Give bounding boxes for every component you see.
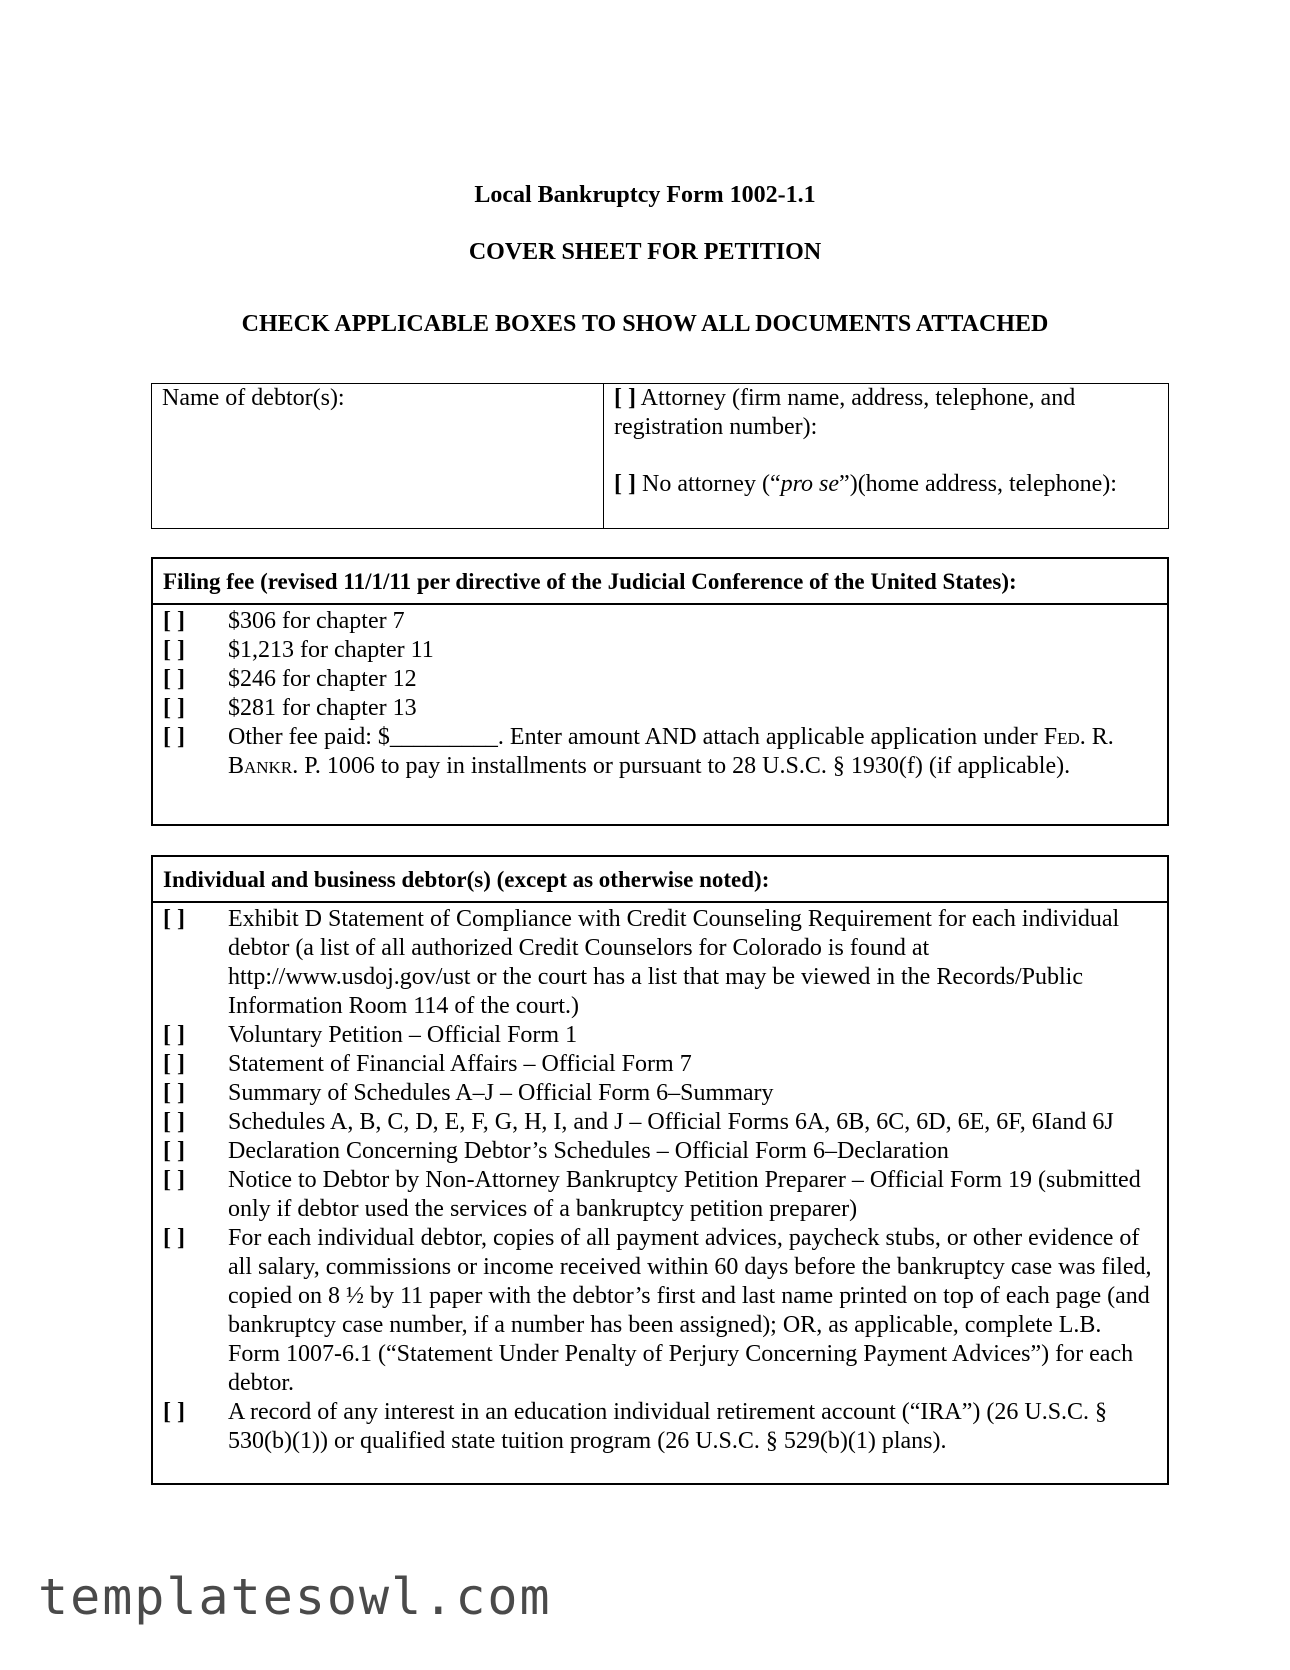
document-item [153,1166,1167,1224]
attorney-label: Attorney (firm name, address, telephone, and registration number): [614,385,1076,440]
fee-label: $306 for chapter 7 [228,608,405,634]
attorney-cell [604,384,1168,528]
fee-item [153,636,1167,665]
document-label: Schedules A, B, C, D, E, F, G, H, I, and J – Official Forms 6A, 6B, 6C, 6D, 6E, 6F, 6Iand 6J [228,1109,1114,1135]
document-label: Voluntary Petition – Official Form 1 [228,1022,578,1048]
fee-item [153,607,1167,636]
fee-checkbox[interactable]: [ ] [163,637,185,663]
other-fee-label: Other fee paid: $_________. Enter amount AND attach applicable application under Fed. R. Bankr. P. 1006 to pay in installments or pursuant to 28 U.S.C. § 1930(f) (if applicable). [228,724,1114,779]
document-label: Statement of Financial Affairs – Official Form 7 [228,1051,692,1077]
document-checkbox[interactable]: [ ] [163,1051,185,1077]
document-label: Summary of Schedules A–J – Official Form 6–Summary [228,1080,774,1106]
document-checkbox[interactable]: [ ] [163,1225,185,1251]
debtor-name-cell[interactable] [152,384,604,528]
document-checkbox[interactable]: [ ] [163,1022,185,1048]
debtor-info-box [151,383,1169,529]
fee-item [153,694,1167,723]
document-label: A record of any interest in an education individual retirement account (“IRA”) (26 U.S.C. § 530(b)(1)) or qualified state tuition program (26 U.S.C. § 529(b)(1) plans). [228,1399,1108,1454]
documents-box [151,855,1169,1485]
fee-checkbox[interactable]: [ ] [163,695,185,721]
document-item [153,1108,1167,1137]
filing-fee-heading: Filing fee (revised 11/1/11 per directive of the Judicial Conference of the United States): [153,559,1167,605]
filing-fee-list [153,605,1167,781]
document-item [153,1021,1167,1050]
document-checkbox[interactable]: [ ] [163,1399,185,1425]
filing-fee-box [151,557,1169,826]
fee-label: $1,213 for chapter 11 [228,637,434,663]
attorney-checkbox[interactable]: [ ] [614,385,636,411]
documents-list [153,903,1167,1456]
fee-label: $246 for chapter 12 [228,666,417,692]
debtor-name-label: Name of debtor(s): [162,385,345,411]
fee-checkbox[interactable]: [ ] [163,666,185,692]
document-label: For each individual debtor, copies of all payment advices, paycheck stubs, or other evidence of all salary, commissions or income received within 60 days before the bankruptcy case was filed, copied on 8 ½ by 11 paper with the debtor’s first and last name printed on top of each page (and bankruptcy case number, if a number has been assigned); OR, as applicable, complete L.B. Form 1007-6.1 (“Statement Under Penalty of Perjury Concerning Payment Advices”) for each debtor. [228,1225,1152,1396]
document-item [153,1224,1167,1398]
document-item [153,1079,1167,1108]
instruction-heading: CHECK APPLICABLE BOXES TO SHOW ALL DOCUMENTS ATTACHED [241,311,1049,337]
document-label: Notice to Debtor by Non-Attorney Bankruptcy Petition Preparer – Official Form 19 (submitted only if debtor used the services of a bankruptcy petition preparer) [228,1167,1141,1222]
fee-item-other [153,723,1167,781]
page-title: COVER SHEET FOR PETITION [468,239,822,265]
document-label: Exhibit D Statement of Compliance with Credit Counseling Requirement for each individual debtor (a list of all authorized Credit Counselors for Colorado is found at http://www.usdoj.gov/ust or the court has a list that may be viewed in the Records/Public Information Room 114 of the court.) [228,906,1120,1019]
document-checkbox[interactable]: [ ] [163,1138,185,1164]
document-checkbox[interactable]: [ ] [163,1080,185,1106]
fee-checkbox[interactable]: [ ] [163,608,185,634]
fee-item [153,665,1167,694]
document-item [153,1137,1167,1166]
document-checkbox[interactable]: [ ] [163,906,185,932]
document-item [153,1050,1167,1079]
document-item [153,905,1167,1021]
document-label: Declaration Concerning Debtor’s Schedules – Official Form 6–Declaration [228,1138,949,1164]
fee-label: $281 for chapter 13 [228,695,417,721]
no-attorney-label: No attorney (“pro se”)(home address, telephone): [641,471,1117,497]
document-item [153,1398,1167,1456]
documents-heading: Individual and business debtor(s) (except as otherwise noted): [153,857,1167,903]
no-attorney-checkbox[interactable]: [ ] [614,471,636,497]
watermark: templatesowl.com [38,1568,552,1626]
form-number: Local Bankruptcy Form 1002-1.1 [474,182,816,208]
document-checkbox[interactable]: [ ] [163,1167,185,1193]
document-checkbox[interactable]: [ ] [163,1109,185,1135]
fee-checkbox[interactable]: [ ] [163,724,185,750]
